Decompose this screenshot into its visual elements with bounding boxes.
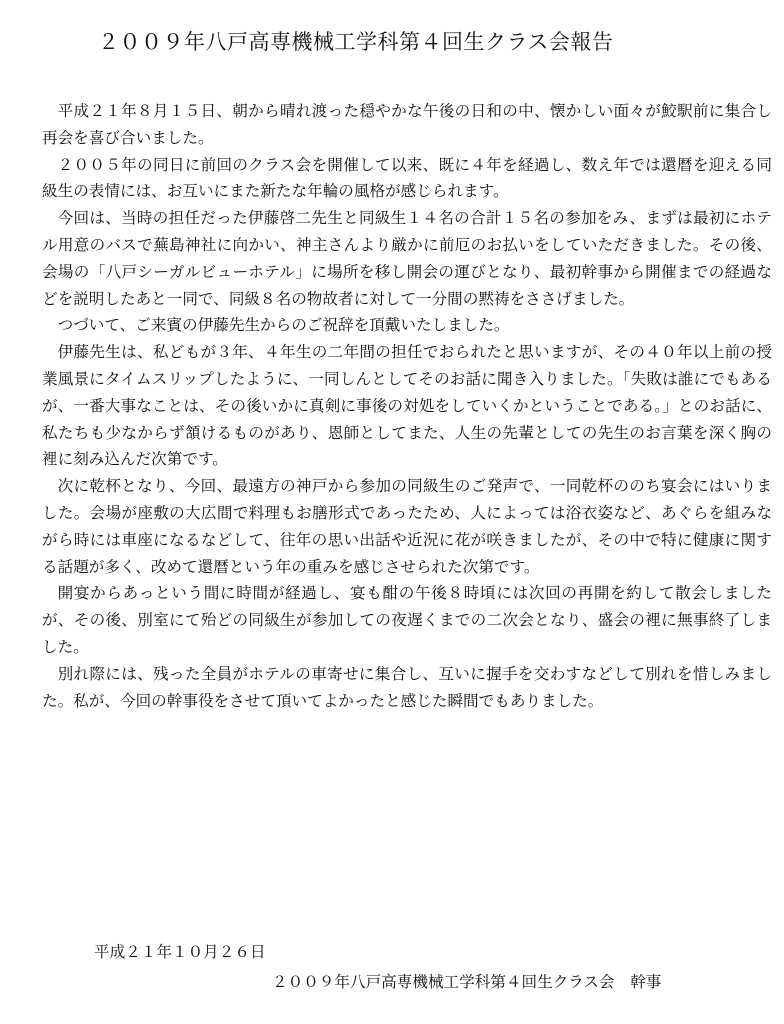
paragraph-6: 次に乾杯となり、今回、最遠方の神戸から参加の同級生のご発声で、一同乾杯ののち宴会にはいりました。会場が座敷の大広間で料理もお膳形式であったため、人によっては浴衣姿など、あぐらを組みながら時には車座になるなどして、往年の思い出話や近況に花が咲きましたが、その中で特に健康に関する話題が多く、改めて還暦という年の重みを感じさせられた次第です。 — [42, 477, 772, 576]
paragraph-5: 伊藤先生は、私どもが３年、４年生の二年間の担任でおられたと思いますが、その４０年以上前の授業風景にタイムスリップしたように、一同しんとしてそのお話に聞き入りました。「失敗は誰にでもあるが、一番大事なことは、その後いかに真剣に事後の対処をしていくかということである。」とのお話に、私たちも少なからず頷けるものがあり、恩師としてまた、人生の先輩としての先生のお言葉を深く胸の裡に刻み込んだ次第です。 — [42, 343, 772, 469]
paragraph-8: 別れ際には、残った全員がホテルの車寄せに集合し、互いに握手を交わすなどして別れを惜しみました。私が、今回の幹事役をさせて頂いてよかったと感じた瞬間でもありました。 — [42, 664, 772, 710]
document-title: ２００９年八戸高専機械工学科第４回生クラス会報告 — [98, 30, 614, 54]
report-body — [42, 98, 772, 714]
paragraph-1: 平成２１年８月１５日、朝から晴れ渡った穏やかな午後の日和の中、懐かしい面々が鮫駅前に集合し再会を喜び合いました。 — [42, 102, 772, 147]
paragraph-2: ２００５年の同日に前回のクラス会を開催して以来、既に４年を経過し、数え年では還暦を迎える同級生の表情には、お互いにまた新たな年輪の風格が感じられます。 — [42, 155, 772, 201]
report-date: 平成２１年１０月２６日 — [94, 943, 266, 961]
report-signature: ２００９年八戸高専機械工学科第４回生クラス会 幹事 — [272, 973, 662, 991]
paragraph-7: 開宴からあっという間に時間が経過し、宴も酣の午後８時頃には次回の再開を約して散会しましたが、その後、別室にて殆どの同級生が参加しての夜遅くまでの二次会となり、盛会の裡に無事終了しました。 — [42, 584, 772, 656]
paragraph-4: つづいて、ご来賓の伊藤先生からのご祝辞を頂戴いたしました。 — [57, 316, 510, 335]
paragraph-3: 今回は、当時の担任だった伊藤啓二先生と同級生１４名の合計１５名の参加をみ、まずは最初にホテル用意のバスで蕪島神社に向かい、神主さんより厳かに前厄のお払いをしていただきました。その後、会場の「八戸シーガルビューホテル」に場所を移し開会の運びとなり、最初幹事から開催までの経過などを説明したあと一同で、同級８名の物故者に対して一分間の黙祷をささげました。 — [42, 209, 772, 308]
